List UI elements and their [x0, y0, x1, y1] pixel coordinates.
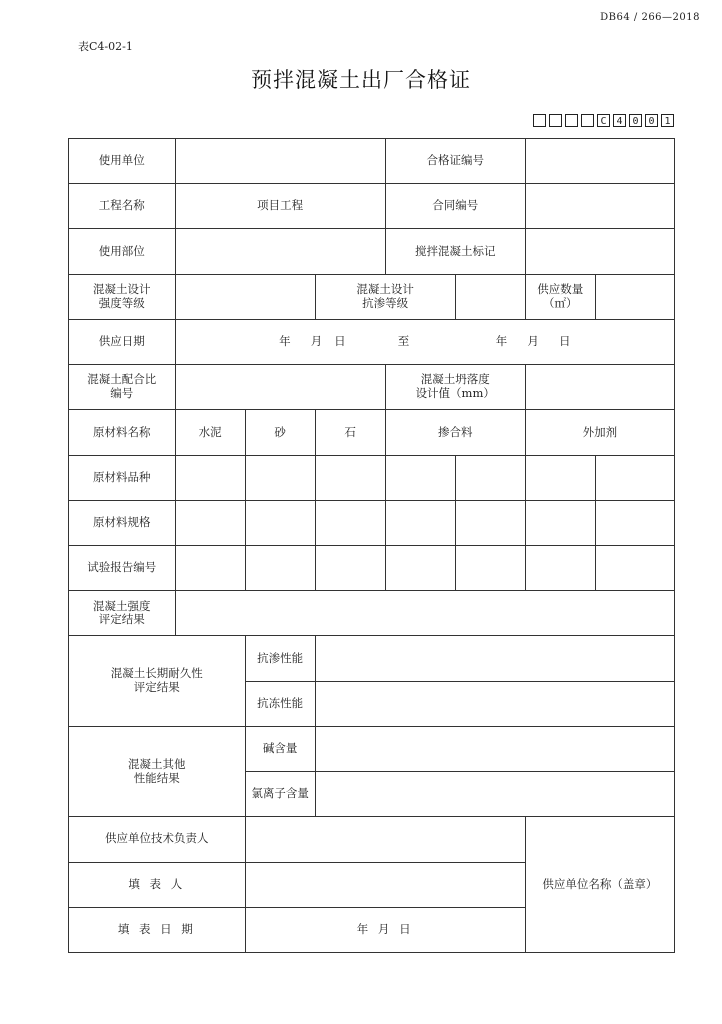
page-title: 预拌混凝土出厂合格证 [251, 68, 471, 92]
material-cell[interactable] [595, 500, 674, 545]
material-cell[interactable] [385, 455, 455, 500]
material-cell[interactable] [455, 500, 525, 545]
table-row [69, 500, 675, 545]
code-box[interactable] [549, 114, 562, 127]
code-box[interactable] [533, 114, 546, 127]
table-row [69, 274, 675, 319]
table-row [69, 636, 675, 681]
table-row [69, 817, 675, 862]
mix-ratio-label [69, 365, 176, 410]
date-month-2: 月 [527, 334, 539, 349]
code-box: 0 [629, 114, 642, 127]
table-row [69, 184, 675, 229]
slump-line2: 设计值（mm） [415, 386, 495, 401]
cert-no-field[interactable] [525, 139, 674, 184]
slump-line1: 混凝土坍落度 [420, 372, 490, 387]
supply-date-label: 供应日期 [69, 319, 176, 364]
test-report-label: 试验报告编号 [69, 545, 176, 590]
cert-no-label: 合格证编号 [385, 139, 525, 184]
mix-ratio-line1: 混凝土配合比 [87, 372, 157, 387]
table-row [69, 545, 675, 590]
code-box: 0 [645, 114, 658, 127]
use-part-field[interactable] [175, 229, 385, 274]
impermeability-field[interactable] [315, 636, 674, 681]
table-row [69, 365, 675, 410]
material-cell[interactable] [525, 545, 595, 590]
tech-leader-label: 供应单位技术负责人 [69, 817, 246, 862]
material-cell[interactable] [315, 455, 385, 500]
date-day-2: 日 [559, 334, 571, 349]
code-box[interactable] [565, 114, 578, 127]
table-row [69, 726, 675, 771]
strength-eval-line1: 混凝土强度 [93, 598, 151, 613]
durability-label [69, 636, 246, 726]
material-cell[interactable] [385, 545, 455, 590]
design-strength-line1: 混凝土设计 [93, 281, 151, 296]
strength-eval-line2: 评定结果 [98, 612, 145, 627]
other-perf-label [69, 726, 246, 816]
material-stone: 石 [315, 410, 385, 455]
impermeability-label: 抗渗性能 [245, 636, 315, 681]
code-box: 4 [613, 114, 626, 127]
date-year-2: 年 [495, 334, 508, 349]
table-row [69, 455, 675, 500]
material-cell[interactable] [245, 500, 315, 545]
frost-resistance-field[interactable] [315, 681, 674, 726]
supply-quantity-field[interactable] [595, 274, 674, 319]
date-year-1: 年 [279, 334, 291, 349]
design-impermeability-field[interactable] [455, 274, 525, 319]
material-cell[interactable] [455, 455, 525, 500]
durability-line2: 评定结果 [133, 680, 180, 695]
mix-mark-label: 搅拌混凝土标记 [385, 229, 525, 274]
table-row [69, 410, 675, 455]
supplier-seal-label[interactable]: 供应单位名称（盖章） [525, 817, 674, 953]
strength-eval-label [69, 591, 176, 636]
tech-leader-field[interactable] [245, 817, 525, 862]
table-row [69, 139, 675, 184]
date-month-1: 月 [310, 334, 323, 349]
table-row [69, 319, 675, 364]
material-cell[interactable] [175, 500, 245, 545]
design-strength-line2: 强度等级 [98, 295, 145, 310]
design-strength-label [69, 274, 176, 319]
material-spec-label: 原材料规格 [69, 500, 176, 545]
contract-no-label: 合同编号 [385, 184, 525, 229]
material-sand: 砂 [245, 410, 315, 455]
material-cement: 水泥 [175, 410, 245, 455]
material-cell[interactable] [385, 500, 455, 545]
certificate-form-table [68, 138, 675, 953]
material-cell[interactable] [175, 545, 245, 590]
alkali-field[interactable] [315, 726, 674, 771]
material-cell[interactable] [595, 545, 674, 590]
design-strength-field[interactable] [175, 274, 315, 319]
material-cell[interactable] [175, 455, 245, 500]
strength-eval-field[interactable] [175, 591, 674, 636]
material-admixture-mineral: 掺合料 [385, 410, 525, 455]
contract-no-field[interactable] [525, 184, 674, 229]
material-variety-label: 原材料品种 [69, 455, 176, 500]
slump-label [385, 365, 525, 410]
material-cell[interactable] [315, 500, 385, 545]
slump-field[interactable] [525, 365, 674, 410]
material-cell[interactable] [245, 455, 315, 500]
material-admixture-chemical: 外加剂 [525, 410, 674, 455]
material-cell[interactable] [595, 455, 674, 500]
use-part-label: 使用部位 [69, 229, 176, 274]
project-name-label: 工程名称 [69, 184, 176, 229]
chloride-field[interactable] [315, 772, 674, 817]
design-impermeability-line1: 混凝土设计 [356, 281, 414, 296]
mix-mark-field[interactable] [525, 229, 674, 274]
material-cell[interactable] [525, 500, 595, 545]
fill-date-field[interactable]: 年 月 日 [245, 907, 525, 952]
supply-date-field[interactable] [175, 319, 674, 364]
user-unit-label: 使用单位 [69, 139, 176, 184]
date-day-1: 日 [334, 334, 346, 349]
design-impermeability-line2: 抗渗等级 [362, 295, 409, 310]
project-name-field[interactable]: 项目工程 [175, 184, 385, 229]
filler-field[interactable] [245, 862, 525, 907]
mix-ratio-field[interactable] [175, 365, 385, 410]
design-impermeability-label [315, 274, 455, 319]
standard-number: DB64 / 266—2018 [600, 12, 700, 23]
supply-quantity-label: 供应数量（㎡） [525, 274, 595, 319]
alkali-label: 碱含量 [245, 726, 315, 771]
fill-date-label: 填 表 日 期 [69, 907, 246, 952]
user-unit-field[interactable] [175, 139, 385, 184]
other-perf-line1: 混凝土其他 [128, 756, 186, 771]
form-number: 表C4-02-1 [78, 40, 133, 53]
filler-label: 填 表 人 [69, 862, 246, 907]
table-row [69, 229, 675, 274]
material-cell[interactable] [525, 455, 595, 500]
date-to: 至 [397, 334, 410, 349]
certificate-code-boxes [533, 114, 674, 127]
frost-resistance-label: 抗冻性能 [245, 681, 315, 726]
chloride-label: 氯离子含量 [245, 772, 315, 817]
material-name-label: 原材料名称 [69, 410, 176, 455]
material-cell[interactable] [245, 545, 315, 590]
code-box: 1 [661, 114, 674, 127]
durability-line1: 混凝土长期耐久性 [110, 666, 203, 681]
material-cell[interactable] [315, 545, 385, 590]
material-cell[interactable] [455, 545, 525, 590]
code-box: C [597, 114, 610, 127]
mix-ratio-line2: 编号 [110, 386, 134, 401]
other-perf-line2: 性能结果 [133, 770, 180, 785]
table-row [69, 591, 675, 636]
code-box[interactable] [581, 114, 594, 127]
